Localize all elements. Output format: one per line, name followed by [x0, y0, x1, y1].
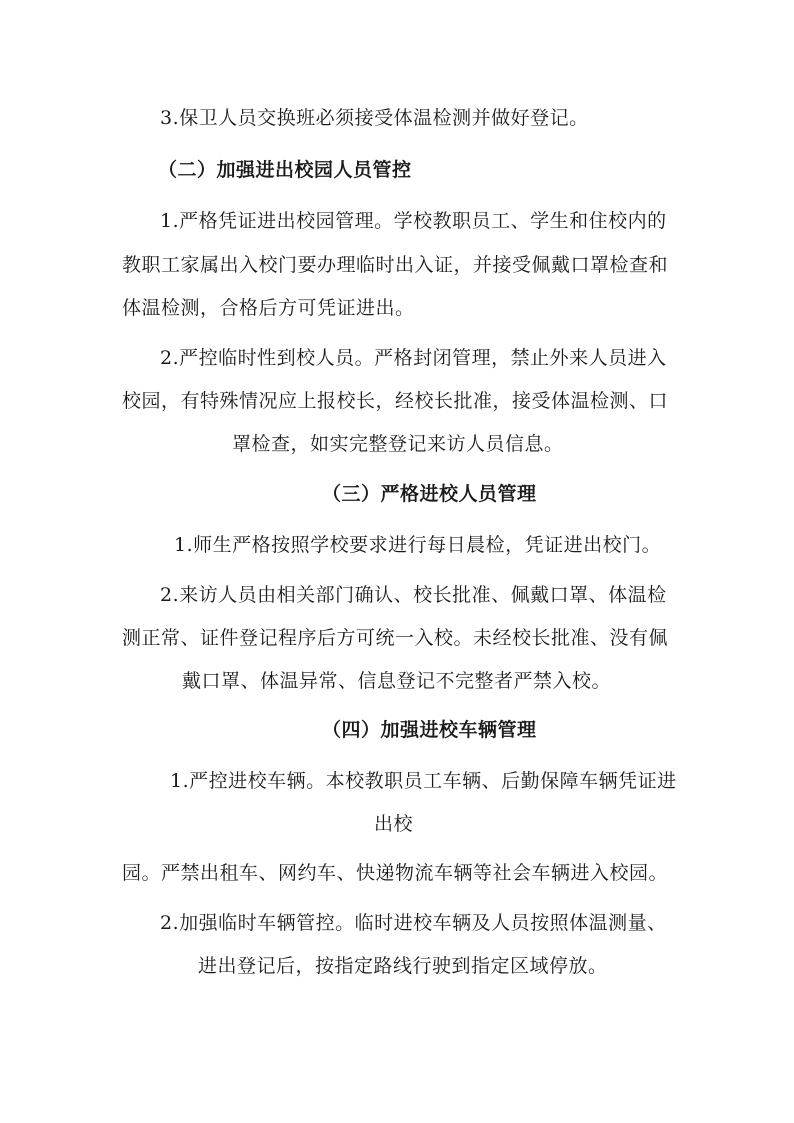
paragraph-line: 1.师生严格按照学校要求进行每日晨检，凭证进出校门。	[174, 534, 662, 556]
section-heading: （二）加强进出校园人员管控	[158, 159, 412, 181]
paragraph-line: 2.严控临时性到校人员。严格封闭管理，禁止外来人员进入	[160, 347, 667, 369]
paragraph-line: 教职工家属出入校门要办理临时出入证，并接受佩戴口罩检查和	[122, 254, 669, 276]
section-heading: （四）加强进校车辆管理	[322, 719, 537, 741]
paragraph-line: 进出登记后，按指定路线行驶到指定区域停放。	[198, 955, 608, 977]
paragraph-line: 校园，有特殊情况应上报校长，经校长批准，接受体温检测、口	[122, 390, 669, 412]
paragraph-line: 园。严禁出租车、网约车、快递物流车辆等社会车辆进入校园。	[122, 862, 669, 884]
paragraph-line: 1.严控进校车辆。本校教职员工车辆、后勤保障车辆凭证进	[170, 770, 677, 792]
paragraph-line: 罩检查，如实完整登记来访人员信息。	[232, 433, 564, 455]
paragraph-line: 2.来访人员由相关部门确认、校长批准、佩戴口罩、体温检	[160, 584, 667, 606]
section-heading: （三）严格进校人员管理	[322, 483, 537, 505]
paragraph-line: 3.保卫人员交换班必须接受体温检测并做好登记。	[160, 107, 589, 129]
paragraph-line: 测正常、证件登记程序后方可统一入校。未经校长批准、没有佩	[122, 627, 669, 649]
paragraph-line: 1.严格凭证进出校园管理。学校教职员工、学生和住校内的	[160, 210, 667, 232]
paragraph-line: 2.加强临时车辆管控。临时进校车辆及人员按照体温测量、	[160, 912, 667, 934]
paragraph-line: 出校	[374, 813, 414, 835]
paragraph-line: 体温检测，合格后方可凭证进出。	[122, 297, 415, 319]
paragraph-line: 戴口罩、体温异常、信息登记不完整者严禁入校。	[182, 670, 612, 692]
